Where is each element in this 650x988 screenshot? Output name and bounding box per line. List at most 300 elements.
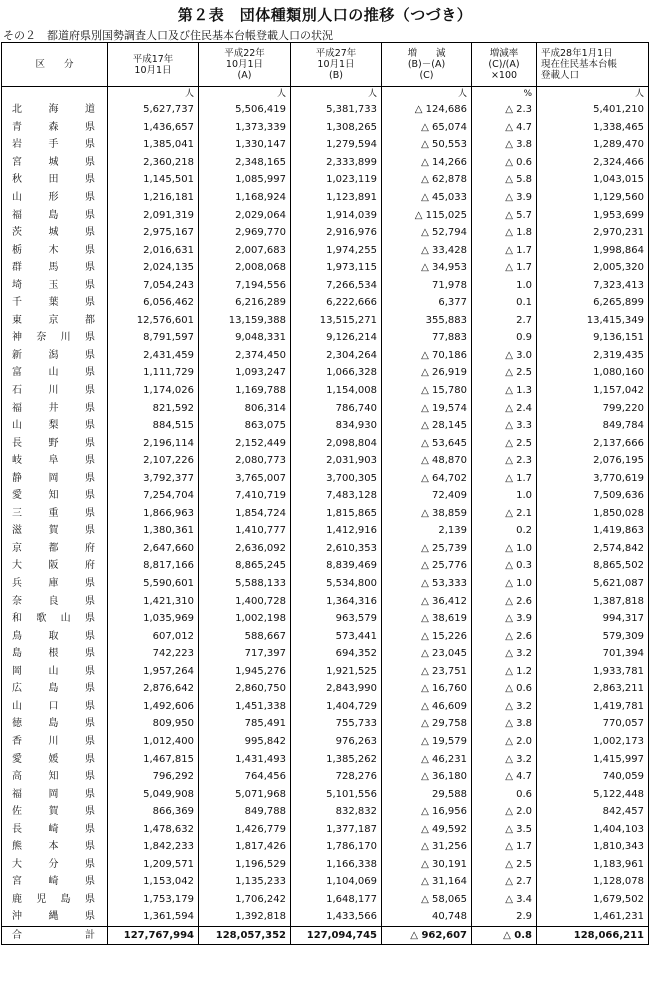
cell-h28: 1,810,343 xyxy=(537,838,649,856)
cell-diff: △ 49,592 xyxy=(382,820,472,838)
cell-h22: 1,854,724 xyxy=(199,505,291,523)
cell-h17: 1,436,657 xyxy=(108,119,199,137)
cell-rate: △ 2.3 xyxy=(472,452,537,470)
cell-name: 愛媛県 xyxy=(2,750,108,768)
cell-rate: △ 2.3 xyxy=(472,101,537,119)
cell-h17: 2,876,642 xyxy=(108,680,199,698)
cell-rate: △ 1.7 xyxy=(472,469,537,487)
cell-rate: 0.1 xyxy=(472,294,537,312)
cell-diff: △ 64,702 xyxy=(382,469,472,487)
cell-h27: 9,126,214 xyxy=(291,329,382,347)
cell-diff: △ 14,266 xyxy=(382,154,472,172)
cell-h27: 7,266,534 xyxy=(291,276,382,294)
cell-diff: △ 15,226 xyxy=(382,627,472,645)
cell-name: 岐阜県 xyxy=(2,452,108,470)
cell-h27: 1,914,039 xyxy=(291,206,382,224)
table-row xyxy=(2,206,649,224)
table-row xyxy=(2,645,649,663)
cell-diff: △ 48,870 xyxy=(382,452,472,470)
cell-h22: 717,397 xyxy=(199,645,291,663)
cell-h27: 1,385,262 xyxy=(291,750,382,768)
cell-rate: 1.0 xyxy=(472,276,537,294)
cell-name: 広島県 xyxy=(2,680,108,698)
table-row xyxy=(2,469,649,487)
cell-h27: 7,483,128 xyxy=(291,487,382,505)
cell-h17: 2,647,660 xyxy=(108,540,199,558)
header-h22: 平成22年 10月1日 (A) xyxy=(199,43,291,87)
cell-rate: △ 4.7 xyxy=(472,768,537,786)
header-name: 区 分 xyxy=(2,43,108,87)
cell-h27: 127,094,745 xyxy=(291,926,382,945)
cell-h22: 1,817,426 xyxy=(199,838,291,856)
cell-h27: 3,700,305 xyxy=(291,469,382,487)
cell-diff: △ 53,645 xyxy=(382,434,472,452)
cell-h17: 1,361,594 xyxy=(108,908,199,926)
cell-name: 和歌山県 xyxy=(2,610,108,628)
cell-h17: 821,592 xyxy=(108,399,199,417)
cell-h28: 1,419,863 xyxy=(537,522,649,540)
cell-h22: 1,085,997 xyxy=(199,171,291,189)
cell-h22: 5,588,133 xyxy=(199,575,291,593)
cell-h27: 1,404,729 xyxy=(291,698,382,716)
table-row xyxy=(2,908,649,926)
cell-h22: 2,152,449 xyxy=(199,434,291,452)
table-row xyxy=(2,733,649,751)
cell-rate: △ 2.5 xyxy=(472,434,537,452)
cell-h28: 770,057 xyxy=(537,715,649,733)
cell-rate: △ 1.8 xyxy=(472,224,537,242)
cell-rate: 0.6 xyxy=(472,785,537,803)
cell-h17: 1,209,571 xyxy=(108,856,199,874)
cell-name: 富山県 xyxy=(2,364,108,382)
table-row xyxy=(2,768,649,786)
cell-h22: 1,169,788 xyxy=(199,382,291,400)
cell-rate: △ 3.8 xyxy=(472,715,537,733)
cell-name: 静岡県 xyxy=(2,469,108,487)
cell-diff: △ 38,619 xyxy=(382,610,472,628)
cell-diff: △ 36,180 xyxy=(382,768,472,786)
table-body xyxy=(2,87,649,945)
cell-name: 島根県 xyxy=(2,645,108,663)
cell-rate: △ 1.0 xyxy=(472,575,537,593)
cell-name: 徳島県 xyxy=(2,715,108,733)
cell-h17: 1,492,606 xyxy=(108,698,199,716)
cell-rate: △ 1.7 xyxy=(472,259,537,277)
cell-rate: 0.2 xyxy=(472,522,537,540)
cell-h28: 1,289,470 xyxy=(537,136,649,154)
cell-h27: 5,381,733 xyxy=(291,101,382,119)
cell-diff: 72,409 xyxy=(382,487,472,505)
cell-rate: △ 1.7 xyxy=(472,838,537,856)
cell-name: 沖縄県 xyxy=(2,908,108,926)
cell-h17: 742,223 xyxy=(108,645,199,663)
cell-h17: 607,012 xyxy=(108,627,199,645)
cell-h17: 2,196,114 xyxy=(108,434,199,452)
cell-h17: 1,842,233 xyxy=(108,838,199,856)
cell-diff: △ 45,033 xyxy=(382,189,472,207)
cell-h22: 2,348,165 xyxy=(199,154,291,172)
cell-diff: 71,978 xyxy=(382,276,472,294)
cell-h28: 1,419,781 xyxy=(537,698,649,716)
cell-h17: 1,380,361 xyxy=(108,522,199,540)
table-row xyxy=(2,680,649,698)
cell-name: 秋田県 xyxy=(2,171,108,189)
cell-h28: 9,136,151 xyxy=(537,329,649,347)
table-row xyxy=(2,417,649,435)
cell-h27: 755,733 xyxy=(291,715,382,733)
cell-rate: △ 1.7 xyxy=(472,241,537,259)
cell-diff: 77,883 xyxy=(382,329,472,347)
cell-h28: 2,970,231 xyxy=(537,224,649,242)
cell-diff: △ 28,145 xyxy=(382,417,472,435)
cell-h28: 1,953,699 xyxy=(537,206,649,224)
table-row xyxy=(2,189,649,207)
cell-h17: 人 xyxy=(108,87,199,102)
cell-h28: 1,387,818 xyxy=(537,592,649,610)
table-subtitle: その２ 都道府県別国勢調査人口及び住民基本台帳登載人口の状況 xyxy=(3,29,333,42)
table-row xyxy=(2,557,649,575)
cell-h27: 8,839,469 xyxy=(291,557,382,575)
cell-rate: △ 3.2 xyxy=(472,698,537,716)
table-row xyxy=(2,259,649,277)
cell-h27: 573,441 xyxy=(291,627,382,645)
cell-rate: △ 2.6 xyxy=(472,627,537,645)
cell-h28: 7,323,413 xyxy=(537,276,649,294)
cell-name: 香川県 xyxy=(2,733,108,751)
table-row xyxy=(2,505,649,523)
cell-h17: 5,049,908 xyxy=(108,785,199,803)
cell-h22: 764,456 xyxy=(199,768,291,786)
cell-h28: 8,865,502 xyxy=(537,557,649,575)
table-row xyxy=(2,820,649,838)
table-row xyxy=(2,241,649,259)
table-row xyxy=(2,382,649,400)
cell-h27: 1,815,865 xyxy=(291,505,382,523)
table-row xyxy=(2,154,649,172)
cell-h17: 1,753,179 xyxy=(108,891,199,909)
cell-h28: 128,066,211 xyxy=(537,926,649,945)
cell-h27: 6,222,666 xyxy=(291,294,382,312)
cell-h27: 1,166,338 xyxy=(291,856,382,874)
cell-h27: 2,333,899 xyxy=(291,154,382,172)
cell-h22: 1,330,147 xyxy=(199,136,291,154)
cell-h28: 1,998,864 xyxy=(537,241,649,259)
cell-rate: △ 2.4 xyxy=(472,399,537,417)
cell-name: 愛知県 xyxy=(2,487,108,505)
header-diff: 増 減 (B)－(A) (C) xyxy=(382,43,472,87)
cell-h27: 2,031,903 xyxy=(291,452,382,470)
cell-h27: 5,101,556 xyxy=(291,785,382,803)
cell-h27: 1,921,525 xyxy=(291,663,382,681)
cell-diff: △ 62,878 xyxy=(382,171,472,189)
cell-name: 高知県 xyxy=(2,768,108,786)
cell-h17: 6,056,462 xyxy=(108,294,199,312)
cell-rate: △ 3.3 xyxy=(472,417,537,435)
cell-h22: 1,002,198 xyxy=(199,610,291,628)
cell-h17: 1,957,264 xyxy=(108,663,199,681)
cell-h27: 1,154,008 xyxy=(291,382,382,400)
cell-h28: 2,574,842 xyxy=(537,540,649,558)
cell-h22: 5,506,419 xyxy=(199,101,291,119)
cell-h27: 786,740 xyxy=(291,399,382,417)
cell-h27: 2,916,976 xyxy=(291,224,382,242)
cell-h22: 人 xyxy=(199,87,291,102)
cell-h28: 5,621,087 xyxy=(537,575,649,593)
cell-rate: △ 4.7 xyxy=(472,119,537,137)
cell-diff: △ 115,025 xyxy=(382,206,472,224)
cell-rate: △ 2.0 xyxy=(472,803,537,821)
cell-h28: 1,129,560 xyxy=(537,189,649,207)
cell-rate: △ 5.8 xyxy=(472,171,537,189)
cell-h28: 2,319,435 xyxy=(537,347,649,365)
cell-diff: △ 65,074 xyxy=(382,119,472,137)
cell-h22: 1,400,728 xyxy=(199,592,291,610)
cell-name: 大分県 xyxy=(2,856,108,874)
header-rate: 増減率 (C)/(A) ×100 xyxy=(472,43,537,87)
cell-h27: 13,515,271 xyxy=(291,312,382,330)
cell-h17: 1,216,181 xyxy=(108,189,199,207)
cell-h27: 728,276 xyxy=(291,768,382,786)
cell-diff: △ 31,256 xyxy=(382,838,472,856)
cell-h28: 人 xyxy=(537,87,649,102)
table-row xyxy=(2,452,649,470)
cell-diff: 29,588 xyxy=(382,785,472,803)
cell-diff: 6,377 xyxy=(382,294,472,312)
cell-h27: 1,786,170 xyxy=(291,838,382,856)
cell-h27: 2,843,990 xyxy=(291,680,382,698)
cell-h28: 1,157,042 xyxy=(537,382,649,400)
cell-h27: 1,433,566 xyxy=(291,908,382,926)
cell-h28: 2,005,320 xyxy=(537,259,649,277)
cell-h22: 5,071,968 xyxy=(199,785,291,803)
table-row xyxy=(2,347,649,365)
cell-h22: 2,008,068 xyxy=(199,259,291,277)
cell-h28: 740,059 xyxy=(537,768,649,786)
cell-name: 兵庫県 xyxy=(2,575,108,593)
cell-h22: 849,788 xyxy=(199,803,291,821)
table-row xyxy=(2,540,649,558)
cell-h22: 13,159,388 xyxy=(199,312,291,330)
cell-name: 京都府 xyxy=(2,540,108,558)
cell-h28: 994,317 xyxy=(537,610,649,628)
cell-h17: 8,817,166 xyxy=(108,557,199,575)
cell-h28: 5,122,448 xyxy=(537,785,649,803)
cell-h22: 8,865,245 xyxy=(199,557,291,575)
cell-h17: 7,054,243 xyxy=(108,276,199,294)
cell-h28: 1,002,173 xyxy=(537,733,649,751)
header-h27: 平成27年 10月1日 (B) xyxy=(291,43,382,87)
cell-h28: 13,415,349 xyxy=(537,312,649,330)
table-row xyxy=(2,856,649,874)
cell-h22: 2,029,064 xyxy=(199,206,291,224)
cell-name: 奈良県 xyxy=(2,592,108,610)
cell-h28: 1,850,028 xyxy=(537,505,649,523)
cell-diff: △ 16,956 xyxy=(382,803,472,821)
table-row xyxy=(2,750,649,768)
cell-name: 宮城県 xyxy=(2,154,108,172)
cell-h17: 8,791,597 xyxy=(108,329,199,347)
cell-h22: 1,431,493 xyxy=(199,750,291,768)
table-row xyxy=(2,101,649,119)
cell-name: 石川県 xyxy=(2,382,108,400)
cell-h27: 1,377,187 xyxy=(291,820,382,838)
cell-h28: 1,080,160 xyxy=(537,364,649,382)
cell-name: 岡山県 xyxy=(2,663,108,681)
cell-h22: 1,168,924 xyxy=(199,189,291,207)
table-row xyxy=(2,171,649,189)
cell-h22: 2,007,683 xyxy=(199,241,291,259)
cell-h22: 1,392,818 xyxy=(199,908,291,926)
cell-diff: △ 15,780 xyxy=(382,382,472,400)
cell-diff: △ 53,333 xyxy=(382,575,472,593)
cell-h27: 2,304,264 xyxy=(291,347,382,365)
cell-h28: 579,309 xyxy=(537,627,649,645)
cell-h22: 1,706,242 xyxy=(199,891,291,909)
cell-rate: △ 0.6 xyxy=(472,154,537,172)
cell-h17: 5,590,601 xyxy=(108,575,199,593)
cell-rate: △ 3.8 xyxy=(472,136,537,154)
table-row xyxy=(2,224,649,242)
cell-h27: 2,098,804 xyxy=(291,434,382,452)
table-row xyxy=(2,276,649,294)
cell-diff: △ 52,794 xyxy=(382,224,472,242)
cell-name: 東京都 xyxy=(2,312,108,330)
table-row xyxy=(2,715,649,733)
page-title: 第２表 団体種類別人口の推移（つづき） xyxy=(177,6,473,24)
cell-h17: 2,431,459 xyxy=(108,347,199,365)
cell-name: 山形県 xyxy=(2,189,108,207)
cell-diff: △ 46,231 xyxy=(382,750,472,768)
cell-h27: 1,279,594 xyxy=(291,136,382,154)
cell-rate: △ 3.2 xyxy=(472,750,537,768)
cell-name: 群馬県 xyxy=(2,259,108,277)
cell-name: 山口県 xyxy=(2,698,108,716)
header-h17: 平成17年 10月1日 xyxy=(108,43,199,87)
cell-h17: 3,792,377 xyxy=(108,469,199,487)
cell-h22: 2,374,450 xyxy=(199,347,291,365)
cell-h27: 1,973,115 xyxy=(291,259,382,277)
cell-h27: 1,023,119 xyxy=(291,171,382,189)
cell-h17: 1,174,026 xyxy=(108,382,199,400)
cell-h22: 2,636,092 xyxy=(199,540,291,558)
cell-name: 神奈川県 xyxy=(2,329,108,347)
table-row xyxy=(2,294,649,312)
cell-diff: △ 124,686 xyxy=(382,101,472,119)
cell-h22: 1,373,339 xyxy=(199,119,291,137)
table-row xyxy=(2,487,649,505)
cell-rate: △ 0.3 xyxy=(472,557,537,575)
cell-h27: 1,364,316 xyxy=(291,592,382,610)
cell-rate: △ 2.6 xyxy=(472,592,537,610)
cell-h17: 1,035,969 xyxy=(108,610,199,628)
cell-h28: 2,076,195 xyxy=(537,452,649,470)
cell-rate: 2.7 xyxy=(472,312,537,330)
cell-rate: △ 2.7 xyxy=(472,873,537,891)
cell-rate: △ 2.5 xyxy=(472,856,537,874)
cell-h27: 1,104,069 xyxy=(291,873,382,891)
cell-h17: 5,627,737 xyxy=(108,101,199,119)
cell-diff: △ 23,045 xyxy=(382,645,472,663)
table-row xyxy=(2,838,649,856)
cell-rate: △ 3.2 xyxy=(472,645,537,663)
cell-name xyxy=(2,87,108,102)
cell-h27: 1,066,328 xyxy=(291,364,382,382)
cell-name: 福岡県 xyxy=(2,785,108,803)
cell-rate: △ 3.9 xyxy=(472,610,537,628)
cell-h22: 1,451,338 xyxy=(199,698,291,716)
cell-h17: 2,016,631 xyxy=(108,241,199,259)
cell-rate: △ 1.0 xyxy=(472,540,537,558)
cell-h28: 701,394 xyxy=(537,645,649,663)
cell-h27: 2,610,353 xyxy=(291,540,382,558)
table-row xyxy=(2,312,649,330)
cell-h27: 694,352 xyxy=(291,645,382,663)
cell-diff: 355,883 xyxy=(382,312,472,330)
cell-h17: 2,024,135 xyxy=(108,259,199,277)
cell-h22: 1,196,529 xyxy=(199,856,291,874)
cell-diff: △ 23,751 xyxy=(382,663,472,681)
cell-h27: 1,974,255 xyxy=(291,241,382,259)
cell-diff: △ 46,609 xyxy=(382,698,472,716)
cell-rate: △ 3.5 xyxy=(472,820,537,838)
table-row xyxy=(2,627,649,645)
cell-h22: 995,842 xyxy=(199,733,291,751)
header-h28: 平成28年1月1日 現在住民基本台帳 登載人口 xyxy=(537,43,649,87)
header-row xyxy=(2,43,649,87)
cell-h22: 588,667 xyxy=(199,627,291,645)
cell-h27: 5,534,800 xyxy=(291,575,382,593)
cell-name: 佐賀県 xyxy=(2,803,108,821)
table-row xyxy=(2,592,649,610)
cell-h28: 2,863,211 xyxy=(537,680,649,698)
cell-h22: 7,194,556 xyxy=(199,276,291,294)
cell-name: 青森県 xyxy=(2,119,108,137)
table-row xyxy=(2,522,649,540)
cell-name: 埼玉県 xyxy=(2,276,108,294)
cell-h17: 2,107,226 xyxy=(108,452,199,470)
cell-name: 宮崎県 xyxy=(2,873,108,891)
cell-h28: 1,679,502 xyxy=(537,891,649,909)
cell-diff: △ 34,953 xyxy=(382,259,472,277)
cell-name: 鳥取県 xyxy=(2,627,108,645)
cell-h27: 963,579 xyxy=(291,610,382,628)
cell-rate: △ 1.2 xyxy=(472,663,537,681)
cell-h22: 2,080,773 xyxy=(199,452,291,470)
table-row xyxy=(2,785,649,803)
cell-h27: 1,308,265 xyxy=(291,119,382,137)
cell-h22: 6,216,289 xyxy=(199,294,291,312)
cell-diff: △ 19,579 xyxy=(382,733,472,751)
cell-name: 茨城県 xyxy=(2,224,108,242)
table-row xyxy=(2,119,649,137)
cell-name: 合計 xyxy=(2,926,108,945)
cell-h17: 1,467,815 xyxy=(108,750,199,768)
table-row xyxy=(2,434,649,452)
cell-diff: △ 16,760 xyxy=(382,680,472,698)
cell-h22: 785,491 xyxy=(199,715,291,733)
cell-rate: △ 2.0 xyxy=(472,733,537,751)
table-row xyxy=(2,891,649,909)
cell-rate: △ 3.4 xyxy=(472,891,537,909)
cell-h27: 832,832 xyxy=(291,803,382,821)
cell-h27: 1,648,177 xyxy=(291,891,382,909)
cell-rate: △ 0.8 xyxy=(472,926,537,945)
cell-h22: 1,426,779 xyxy=(199,820,291,838)
cell-diff: △ 29,758 xyxy=(382,715,472,733)
cell-h28: 3,770,619 xyxy=(537,469,649,487)
cell-h17: 1,153,042 xyxy=(108,873,199,891)
cell-h27: 1,412,916 xyxy=(291,522,382,540)
